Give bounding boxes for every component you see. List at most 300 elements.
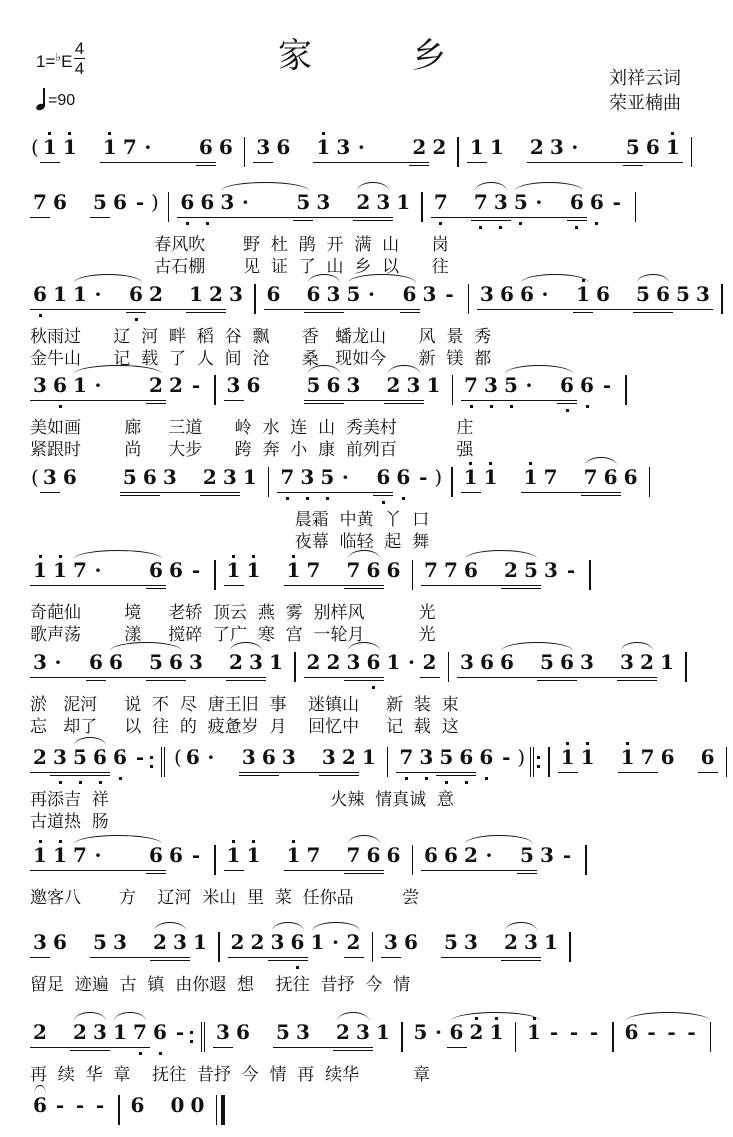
underline [226,680,246,681]
augmentation-dot: · [50,650,66,694]
underline [497,870,517,871]
note: 1 [70,373,90,417]
note: 3 [319,745,339,789]
underline [581,495,601,496]
underline [353,220,373,221]
note: 3 [477,282,497,326]
note: 1 [40,135,60,179]
underline [100,162,120,163]
underline [126,400,146,401]
extension-dash: - [602,373,612,397]
spacer [126,373,146,417]
octave-dot-down [59,781,62,784]
note: 6 [364,843,384,887]
lyric-line: 古道热 肠 [30,812,109,832]
underline [126,309,146,310]
underline [146,680,166,681]
note: 2 [501,558,521,602]
underline [456,775,476,776]
note: 5 [413,1020,428,1044]
underline [30,1047,50,1048]
spacer [106,843,126,887]
note: 1 [50,282,70,326]
underline [333,1050,353,1051]
note: 7 [120,135,140,179]
extension-dash: - [687,1020,696,1044]
underline [344,957,364,958]
underline [573,312,593,313]
underline [293,220,313,221]
note: 3 [40,465,60,509]
octave-dot-up [529,462,532,465]
measure [213,1020,393,1064]
note: 7 [344,558,364,602]
spacer [389,135,409,179]
octave-dot-up [489,462,492,465]
octave-dot-down [382,501,385,504]
final-barline [221,1095,225,1125]
note: 1 [50,843,70,887]
note: 6 [400,282,420,326]
measure [457,650,677,694]
underline [90,775,110,776]
note: 6 [698,745,718,789]
underline [471,220,491,221]
measure [173,745,379,789]
extension-dash: - [667,1020,676,1044]
underline [344,677,364,678]
note: 6 [577,373,597,417]
barline [569,932,571,962]
underline [558,772,578,773]
underline [541,492,561,493]
octave-dot-down [405,777,408,780]
note: 6 [364,650,384,694]
note: 7 [304,843,324,887]
underline [404,400,424,401]
note: 3 [293,1020,313,1064]
notes-line [30,1093,714,1137]
note: 1 [487,1020,507,1064]
underline [481,870,497,871]
underline [617,680,637,681]
spacer [156,135,176,179]
measure [253,135,449,179]
underline [50,772,70,773]
augmentation-dot: · [207,745,215,769]
spacer [126,650,146,694]
underline [140,492,160,493]
tie-slur [515,182,583,191]
octave-dot-up [59,840,62,843]
underline [353,1047,373,1048]
note: 3 [224,373,244,417]
note: 3 [481,373,501,417]
underline [120,162,140,163]
note: 6 [150,1020,170,1064]
octave-dot-down [206,222,209,225]
barline [468,284,470,314]
underline [170,960,190,961]
underline [220,495,240,496]
notes-line [30,650,714,694]
augmentation-dot: · [140,135,156,179]
score-row [30,843,714,909]
underline [324,403,344,404]
underline [253,217,273,218]
underline [304,309,324,310]
octave-dot-down [99,781,102,784]
note: 1 [558,745,578,789]
octave-dot-down [445,781,448,784]
underline [293,217,313,218]
underline [304,400,324,401]
note: 3 [577,650,597,694]
underline [451,217,471,218]
measure [30,135,236,179]
note: 7 [277,465,297,509]
spacer [100,465,120,509]
underline [304,312,324,313]
note: 7 [70,843,90,887]
notes-line [30,373,714,417]
underline [197,217,217,218]
underline [353,217,373,218]
spacer [206,650,226,694]
lyricist-credit: 刘祥云词 [609,68,681,89]
extension-dash: - [549,1020,559,1044]
extension-dash: - [562,843,572,867]
underline [288,957,308,958]
note: 2 [461,843,481,887]
underline [344,680,364,681]
note: 6 [50,373,70,417]
note: 6 [447,1020,467,1064]
barline [412,560,414,590]
extension-dash: - [175,1020,185,1044]
underline [176,162,196,163]
note: 3 [170,930,190,974]
underline [106,309,126,310]
note: 1 [426,373,441,397]
spacer [369,135,389,179]
spacer [324,558,344,602]
measure [411,1020,507,1064]
note: 3 [353,1020,373,1064]
underline [30,677,50,678]
note: 2 [339,745,359,789]
note: 1 [618,745,638,789]
octave-dot-up [39,555,42,558]
underline [30,772,50,773]
note: 6 [288,930,308,974]
underline [517,873,537,874]
underline [319,772,339,773]
underline [156,162,176,163]
extension-dash: - [419,465,428,489]
underline [304,585,324,586]
note: 1 [489,135,504,159]
note: 1 [481,465,501,509]
underline [436,772,456,773]
underline [224,870,244,871]
spacer [219,745,239,789]
note: 6 [185,745,200,769]
spacer [481,558,501,602]
underline [200,492,220,493]
note: 1 [578,745,598,789]
underline [344,588,364,589]
spacer [264,558,284,602]
spacer [253,190,273,234]
underline [364,680,384,681]
underline [364,585,384,586]
underline [70,1047,90,1048]
barline [421,192,423,222]
underline [264,309,284,310]
note: 7 [461,373,481,417]
note: 3 [30,930,50,974]
underline [90,772,110,773]
underline [273,1047,293,1048]
measure [30,1093,110,1137]
augmentation-dot: · [481,843,497,887]
note: 3 [313,190,333,234]
extension-dash: - [55,1093,65,1117]
note: 1 [110,1020,130,1064]
note: 7 [130,1020,150,1064]
note: 6 [497,282,517,326]
note: 6 [264,282,284,326]
underline [30,400,50,401]
measure [224,373,444,417]
lyric-line: 金牛山 记 载 了 人 间 沧 桑 现如今 新 镁 都 [30,349,492,369]
underline [461,957,481,958]
note: 5 [511,190,531,234]
note: 6 [53,930,67,954]
underline [547,162,567,163]
underline [501,585,521,586]
tie-slur [465,835,533,844]
notes-line [30,1020,714,1064]
note: 1 [663,135,683,179]
octave-dot-up [232,840,235,843]
lyric-line: 晨霜 中黄 丫 口 [30,510,430,530]
note: 5 [273,1020,293,1064]
note: 2 [206,282,226,326]
underline [521,960,541,961]
lyric-line: 春风吹 野 杜 鹃 开 满 山 岗 [30,235,449,255]
note: 2 [344,930,364,974]
note: 6 [476,745,496,789]
spacer [451,190,471,234]
note: 3 [268,930,288,974]
note: 7 [581,465,601,509]
note: 3 [540,843,554,867]
underline [90,957,110,958]
note: 2 [146,373,166,417]
underline [421,870,441,871]
notes-line [30,558,714,602]
underline [170,957,190,958]
tie-slur [451,1012,541,1021]
parenthesis: ( [31,135,39,159]
spacer [253,1020,273,1064]
note: 6 [218,135,233,159]
note: 5 [304,373,324,417]
spacer [284,373,304,417]
octave-dot-down [586,405,589,408]
underline [364,870,384,871]
underline [416,772,436,773]
extension-dash: - [445,282,454,306]
underline [373,217,393,218]
octave-dot-up [59,555,62,558]
note: 3 [229,282,243,306]
spacer [106,558,126,602]
underline [220,492,240,493]
octave-dot-down [139,1052,142,1055]
underline [50,309,70,310]
underline [511,217,531,218]
augmentation-dot: · [353,135,369,179]
note: 6 [477,650,497,694]
repeat-barline [530,747,531,777]
barline [589,560,591,590]
underline [313,162,333,163]
underline [663,162,683,163]
score-row [30,282,714,370]
measure [224,558,404,602]
underline [353,1050,373,1051]
note: 6 [90,745,110,789]
underline [30,309,50,310]
underline [304,403,324,404]
note: 6 [53,190,67,214]
barline [721,284,723,314]
lyric-line: 秋雨过 辽 河 畔 稻 谷 飘 香 蟠龙山 风 景 秀 [30,327,492,347]
spacer [537,373,557,417]
note: 5 [293,190,313,234]
underline [618,772,638,773]
measure [461,465,641,509]
spacer [130,930,150,974]
spacer [547,190,567,234]
underline [557,403,577,404]
underline [431,217,451,218]
quarter-note-icon [36,88,46,110]
spacer [80,135,100,179]
note: 3 [30,373,50,417]
augmentation-dot: · [567,135,583,179]
note: 0 [170,1093,185,1117]
tempo-marking [36,88,75,110]
extension-dash: - [95,1093,105,1117]
underline [364,677,384,678]
note: 1 [244,558,264,602]
spacer [421,930,441,974]
tie-slur [74,835,162,844]
underline [217,217,237,218]
barline [515,1022,517,1052]
note: 3 [50,745,70,789]
octave-dot-down [306,497,309,500]
tie-slur [308,274,340,283]
note: 6 [557,650,577,694]
note: 7 [638,745,658,789]
note: 6 [197,190,217,234]
underline [50,870,70,871]
note: 1 [100,135,120,179]
spacer [284,282,304,326]
barline [244,137,246,167]
note: 1 [660,650,674,674]
note: 1 [396,190,411,214]
note: 2 [30,1020,50,1064]
barline [118,1095,120,1125]
measure [396,745,540,789]
note: 3 [422,282,437,306]
note: 2 [353,190,373,234]
barline [635,192,637,222]
notes-line [30,930,714,974]
lyric-line: 美如画 廊 三道 岭 水 连 山 秀美村 庄 [30,418,474,438]
note: 5 [120,465,140,509]
underline [180,492,200,493]
note: 2 [409,135,429,179]
tie-slur [312,922,360,931]
extension-dash: - [135,190,145,214]
lyric-line: 夜幕 临轻 起 舞 [30,532,430,552]
measure [558,745,718,789]
note: 6 [126,282,146,326]
underline [166,677,186,678]
note: 3 [344,650,364,694]
score-row [30,1093,714,1137]
underline [70,585,90,586]
underline [567,217,587,218]
spacer [50,1020,70,1064]
parenthesis: ( [174,745,182,769]
octave-dot-up [469,462,472,465]
barline [649,467,651,497]
underline [344,309,364,310]
underline [304,870,324,871]
note: 2 [333,1020,353,1064]
extension-dash: - [569,1020,579,1044]
note: 7 [471,190,491,234]
spacer [70,190,90,234]
note: 2 [248,930,268,974]
underline [246,680,266,681]
underline [557,677,577,678]
spacer [106,282,126,326]
measure [30,282,246,326]
note: 1 [30,843,50,887]
underline [110,957,130,958]
note: 7 [304,558,324,602]
barline [214,375,216,405]
note: 6 [33,1093,47,1117]
underline [517,870,537,871]
note: 1 [193,930,207,954]
extension-dash: - [191,843,201,867]
underline [369,162,389,163]
note: 1 [361,745,376,769]
notes-line [30,465,714,509]
underline [70,400,90,401]
underline [304,677,324,678]
